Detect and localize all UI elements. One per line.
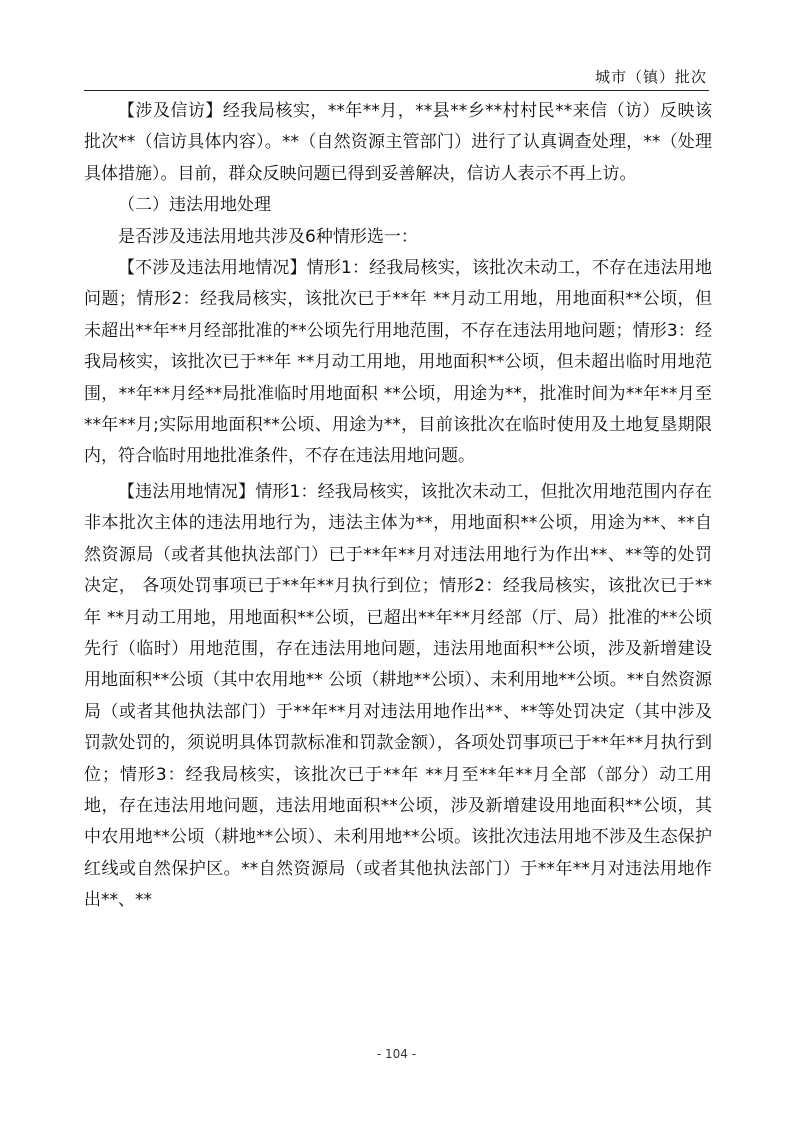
paragraph-situation-intro: 是否涉及违法用地共涉及6种情形选一： [118, 226, 418, 247]
section-heading-illegal-land-use: （二）违法用地处理 [118, 195, 271, 216]
header-title: 城市（镇）批次 [594, 68, 707, 86]
paragraph-no-illegal-land-use: 【不涉及违法用地情况】情形1：经我局核实，该批次未动工，不存在违法用地问题；情形2：经我局核实，该批次已于**年 **月动工用地，用地面积**公顷，但未超出**年**月经部批准的**公顷先行用地范围，不存在违法用地问题；情形3：经我局核实，该批次已于**年 **月动工用地，用地面积**公顷，但未超出临时用地范围，**年**月经**局批准临时用地面积 **公顷，用途为**，批准时间为**年**月至**年**月;实际用地面积**公顷、用途为**，目前该批次在临时使用及土地复垦期限内，符合临时用地批准条件，不存在违法用地问题。 [84, 258, 712, 467]
page-number: - 104 - [376, 1047, 417, 1061]
page-header [84, 66, 709, 91]
paragraph-petition: 【涉及信访】经我局核实，**年**月，**县**乡**村村民**来信（访）反映该批次**（信访具体内容）。**（自然资源主管部门）进行了认真调查处理，**（处理具体措施）。目前，群众反映问题已得到妥善解决，信访人表示不再上访。 [84, 101, 712, 184]
document-body [84, 96, 712, 917]
paragraph-illegal-land-use: 【违法用地情况】情形1：经我局核实，该批次未动工，但批次用地范围内存在非本批次主体的违法用地行为，违法主体为**，用地面积**公顷，用途为**、**自然资源局（或者其他执法部门）已于**年**月对违法用地行为作出**、**等的处罚决定， 各项处罚事项已于**年**月执行到位；情形2：经我局核实，该批次已于**年 **月动工用地，用地面积**公顷，已超出**年**月经部（厅、局）批准的**公顷先行（临时）用地范围，存在违法用地问题，违法用地面积**公顷，涉及新增建设用地面积**公顷（其中农用地** 公顷（耕地**公顷）、未利用地**公顷。**自然资源局（或者其他执法部门）于**年**月对违法用地作出**、**等处罚决定（其中涉及罚款处罚的，须说明具体罚款标准和罚款金额），各项处罚事项已于**年**月执行到位；情形3：经我局核实，该批次已于**年 **月至**年**月全部（部分）动工用地，存在违法用地问题，违法用地面积**公顷，涉及新增建设用地面积**公顷，其中农用地**公顷（耕地**公顷）、未利用地**公顷。该批次违法用地不涉及生态保护红线或自然保护区。**自然资源局（或者其他执法部门）于**年**月对违法用地作出**、** [84, 481, 712, 911]
